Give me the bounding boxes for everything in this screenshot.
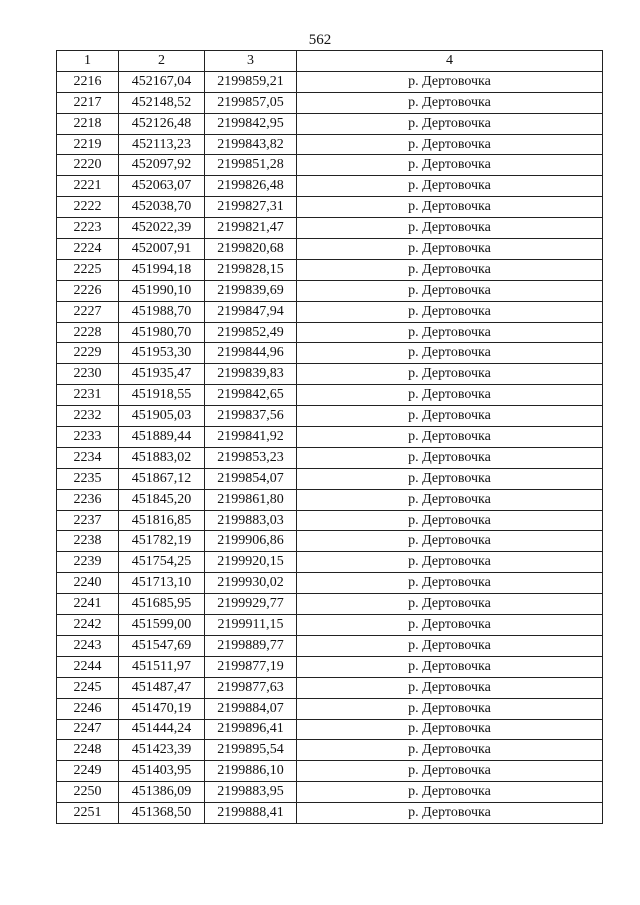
x-coordinate-cell: 452007,91 [119,239,205,260]
y-coordinate-cell: 2199821,47 [205,218,297,239]
point-number-cell: 2243 [57,635,119,656]
column-header-4: 4 [297,51,603,72]
point-number-cell: 2239 [57,552,119,573]
point-number-cell: 2240 [57,573,119,594]
description-cell: р. Дертовочка [297,740,603,761]
y-coordinate-cell: 2199861,80 [205,489,297,510]
y-coordinate-cell: 2199929,77 [205,594,297,615]
table-row [57,615,603,636]
y-coordinate-cell: 2199857,05 [205,92,297,113]
table-row [57,155,603,176]
point-number-cell: 2219 [57,134,119,155]
point-number-cell: 2228 [57,322,119,343]
y-coordinate-cell: 2199827,31 [205,197,297,218]
table-row [57,134,603,155]
point-number-cell: 2223 [57,218,119,239]
table-row [57,239,603,260]
description-cell: р. Дертовочка [297,782,603,803]
point-number-cell: 2250 [57,782,119,803]
point-number-cell: 2221 [57,176,119,197]
description-cell: р. Дертовочка [297,239,603,260]
coordinates-table [56,50,603,824]
point-number-cell: 2231 [57,385,119,406]
table-row [57,301,603,322]
table-row [57,698,603,719]
point-number-cell: 2235 [57,468,119,489]
x-coordinate-cell: 451935,47 [119,364,205,385]
description-cell: р. Дертовочка [297,594,603,615]
table-header [57,51,603,72]
x-coordinate-cell: 451883,02 [119,447,205,468]
description-cell: р. Дертовочка [297,385,603,406]
x-coordinate-cell: 452113,23 [119,134,205,155]
description-cell: р. Дертовочка [297,134,603,155]
table-row [57,677,603,698]
point-number-cell: 2218 [57,113,119,134]
x-coordinate-cell: 452063,07 [119,176,205,197]
point-number-cell: 2234 [57,447,119,468]
table-row [57,427,603,448]
point-number-cell: 2216 [57,71,119,92]
y-coordinate-cell: 2199930,02 [205,573,297,594]
y-coordinate-cell: 2199920,15 [205,552,297,573]
x-coordinate-cell: 451754,25 [119,552,205,573]
table-row [57,761,603,782]
description-cell: р. Дертовочка [297,803,603,824]
table-row [57,176,603,197]
point-number-cell: 2232 [57,406,119,427]
description-cell: р. Дертовочка [297,322,603,343]
table-row [57,71,603,92]
table-row [57,343,603,364]
description-cell: р. Дертовочка [297,468,603,489]
y-coordinate-cell: 2199828,15 [205,259,297,280]
table-row [57,803,603,824]
description-cell: р. Дертовочка [297,698,603,719]
description-cell: р. Дертовочка [297,719,603,740]
point-number-cell: 2220 [57,155,119,176]
y-coordinate-cell: 2199877,63 [205,677,297,698]
description-cell: р. Дертовочка [297,427,603,448]
y-coordinate-cell: 2199859,21 [205,71,297,92]
description-cell: р. Дертовочка [297,552,603,573]
description-cell: р. Дертовочка [297,615,603,636]
table-row [57,552,603,573]
y-coordinate-cell: 2199843,82 [205,134,297,155]
y-coordinate-cell: 2199844,96 [205,343,297,364]
y-coordinate-cell: 2199837,56 [205,406,297,427]
description-cell: р. Дертовочка [297,447,603,468]
description-cell: р. Дертовочка [297,71,603,92]
x-coordinate-cell: 451994,18 [119,259,205,280]
y-coordinate-cell: 2199886,10 [205,761,297,782]
table-body [57,71,603,823]
table-row [57,406,603,427]
table-row [57,113,603,134]
description-cell: р. Дертовочка [297,573,603,594]
point-number-cell: 2237 [57,510,119,531]
description-cell: р. Дертовочка [297,259,603,280]
x-coordinate-cell: 451423,39 [119,740,205,761]
point-number-cell: 2222 [57,197,119,218]
point-number-cell: 2233 [57,427,119,448]
x-coordinate-cell: 451990,10 [119,280,205,301]
y-coordinate-cell: 2199888,41 [205,803,297,824]
table-row [57,280,603,301]
y-coordinate-cell: 2199851,28 [205,155,297,176]
description-cell: р. Дертовочка [297,489,603,510]
description-cell: р. Дертовочка [297,761,603,782]
y-coordinate-cell: 2199826,48 [205,176,297,197]
x-coordinate-cell: 451368,50 [119,803,205,824]
point-number-cell: 2226 [57,280,119,301]
column-header-3: 3 [205,51,297,72]
y-coordinate-cell: 2199896,41 [205,719,297,740]
point-number-cell: 2241 [57,594,119,615]
point-number-cell: 2248 [57,740,119,761]
table-row [57,594,603,615]
table-row [57,364,603,385]
point-number-cell: 2225 [57,259,119,280]
point-number-cell: 2246 [57,698,119,719]
column-header-1: 1 [57,51,119,72]
table-row [57,573,603,594]
x-coordinate-cell: 451816,85 [119,510,205,531]
x-coordinate-cell: 452148,52 [119,92,205,113]
description-cell: р. Дертовочка [297,364,603,385]
point-number-cell: 2230 [57,364,119,385]
y-coordinate-cell: 2199842,65 [205,385,297,406]
x-coordinate-cell: 451685,95 [119,594,205,615]
y-coordinate-cell: 2199853,23 [205,447,297,468]
description-cell: р. Дертовочка [297,113,603,134]
table-row [57,322,603,343]
description-cell: р. Дертовочка [297,301,603,322]
x-coordinate-cell: 451782,19 [119,531,205,552]
y-coordinate-cell: 2199839,83 [205,364,297,385]
point-number-cell: 2236 [57,489,119,510]
point-number-cell: 2238 [57,531,119,552]
point-number-cell: 2247 [57,719,119,740]
table-row [57,740,603,761]
x-coordinate-cell: 451905,03 [119,406,205,427]
x-coordinate-cell: 451988,70 [119,301,205,322]
x-coordinate-cell: 451867,12 [119,468,205,489]
y-coordinate-cell: 2199841,92 [205,427,297,448]
x-coordinate-cell: 452097,92 [119,155,205,176]
y-coordinate-cell: 2199820,68 [205,239,297,260]
y-coordinate-cell: 2199839,69 [205,280,297,301]
y-coordinate-cell: 2199895,54 [205,740,297,761]
description-cell: р. Дертовочка [297,197,603,218]
x-coordinate-cell: 451599,00 [119,615,205,636]
table-row [57,531,603,552]
y-coordinate-cell: 2199883,95 [205,782,297,803]
point-number-cell: 2244 [57,656,119,677]
description-cell: р. Дертовочка [297,343,603,364]
y-coordinate-cell: 2199883,03 [205,510,297,531]
description-cell: р. Дертовочка [297,92,603,113]
point-number-cell: 2245 [57,677,119,698]
table-row [57,218,603,239]
point-number-cell: 2224 [57,239,119,260]
x-coordinate-cell: 451386,09 [119,782,205,803]
column-header-2: 2 [119,51,205,72]
point-number-cell: 2251 [57,803,119,824]
x-coordinate-cell: 451444,24 [119,719,205,740]
x-coordinate-cell: 452022,39 [119,218,205,239]
y-coordinate-cell: 2199877,19 [205,656,297,677]
header-row [57,51,603,72]
x-coordinate-cell: 451889,44 [119,427,205,448]
table-row [57,259,603,280]
table-row [57,489,603,510]
table-row [57,92,603,113]
table-row [57,719,603,740]
description-cell: р. Дертовочка [297,531,603,552]
x-coordinate-cell: 451953,30 [119,343,205,364]
table-row [57,447,603,468]
description-cell: р. Дертовочка [297,280,603,301]
description-cell: р. Дертовочка [297,677,603,698]
point-number-cell: 2217 [57,92,119,113]
y-coordinate-cell: 2199842,95 [205,113,297,134]
description-cell: р. Дертовочка [297,218,603,239]
x-coordinate-cell: 451918,55 [119,385,205,406]
y-coordinate-cell: 2199852,49 [205,322,297,343]
table-row [57,197,603,218]
x-coordinate-cell: 451713,10 [119,573,205,594]
y-coordinate-cell: 2199854,07 [205,468,297,489]
y-coordinate-cell: 2199906,86 [205,531,297,552]
x-coordinate-cell: 451487,47 [119,677,205,698]
x-coordinate-cell: 452126,48 [119,113,205,134]
y-coordinate-cell: 2199847,94 [205,301,297,322]
description-cell: р. Дертовочка [297,155,603,176]
y-coordinate-cell: 2199884,07 [205,698,297,719]
table-row [57,468,603,489]
x-coordinate-cell: 451845,20 [119,489,205,510]
table-row [57,656,603,677]
point-number-cell: 2229 [57,343,119,364]
y-coordinate-cell: 2199889,77 [205,635,297,656]
x-coordinate-cell: 451547,69 [119,635,205,656]
x-coordinate-cell: 452038,70 [119,197,205,218]
description-cell: р. Дертовочка [297,176,603,197]
table-row [57,635,603,656]
table-row [57,385,603,406]
x-coordinate-cell: 451511,97 [119,656,205,677]
table-row [57,510,603,531]
point-number-cell: 2227 [57,301,119,322]
description-cell: р. Дертовочка [297,656,603,677]
x-coordinate-cell: 451980,70 [119,322,205,343]
point-number-cell: 2249 [57,761,119,782]
description-cell: р. Дертовочка [297,635,603,656]
description-cell: р. Дертовочка [297,406,603,427]
table-row [57,782,603,803]
page-number: 562 [308,32,332,48]
point-number-cell: 2242 [57,615,119,636]
x-coordinate-cell: 451403,95 [119,761,205,782]
x-coordinate-cell: 451470,19 [119,698,205,719]
y-coordinate-cell: 2199911,15 [205,615,297,636]
description-cell: р. Дертовочка [297,510,603,531]
x-coordinate-cell: 452167,04 [119,71,205,92]
